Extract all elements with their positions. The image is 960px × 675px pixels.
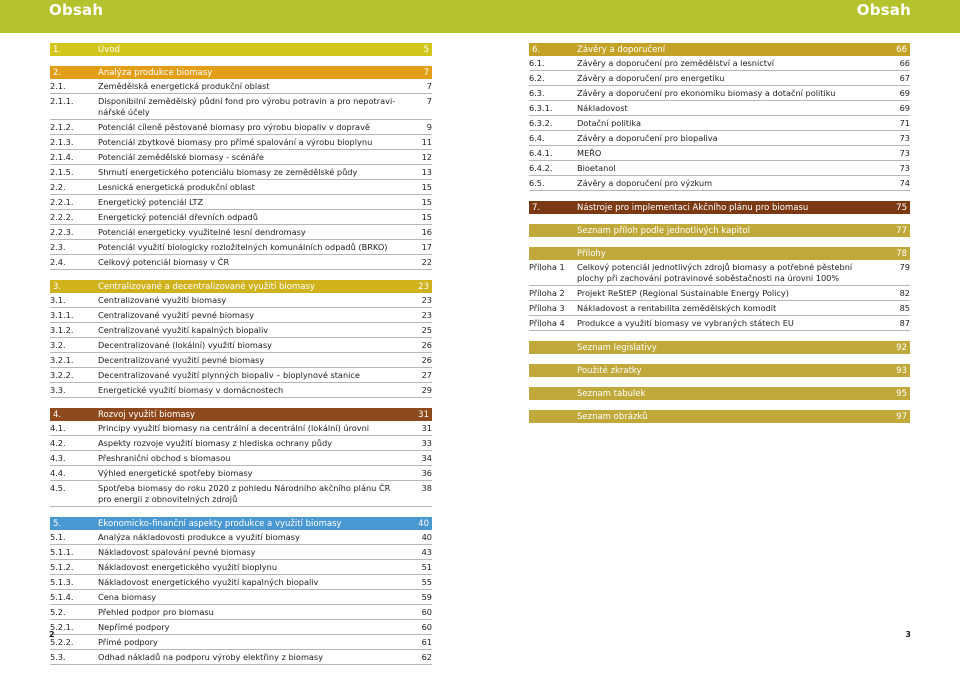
toc-section: [529, 341, 910, 354]
section-number: 2.: [53, 67, 62, 78]
row-page: 7: [426, 80, 432, 91]
toc-section: [529, 201, 910, 214]
row-title: Aspekty rozvoje využití biomasy z hlediska ochrany půdy: [98, 437, 332, 448]
row-title: Zemědělská energetická produkční oblast: [98, 80, 270, 91]
toc-section: [50, 517, 432, 665]
section-header[interactable]: [529, 201, 910, 214]
row-number: 5.1.3.: [50, 576, 74, 587]
toc-row[interactable]: [50, 560, 432, 575]
toc-row[interactable]: [50, 466, 432, 481]
row-number: Příloha 4: [529, 317, 565, 328]
toc-section: [50, 408, 432, 507]
row-number: 2.1.4.: [50, 151, 74, 162]
toc-row[interactable]: [50, 150, 432, 165]
row-page: 69: [899, 102, 910, 113]
toc-row[interactable]: [529, 260, 910, 286]
section-header[interactable]: [50, 408, 432, 421]
toc-row[interactable]: [529, 86, 910, 101]
toc-row[interactable]: [50, 293, 432, 308]
row-page: 74: [899, 177, 910, 188]
toc-row[interactable]: [50, 338, 432, 353]
row-title: Disponibilní zemědělský půdní fond pro výrobu potravin a pro nepotravi-nářské účely: [98, 95, 396, 117]
toc-row[interactable]: [50, 451, 432, 466]
row-number: 4.5.: [50, 482, 66, 493]
toc-row[interactable]: [529, 286, 910, 301]
section-title: Použité zkratky: [577, 365, 642, 376]
section-title: Nástroje pro implementaci Akčního plánu pro biomasu: [577, 202, 809, 213]
row-page: 9: [426, 121, 432, 132]
toc-row[interactable]: [529, 176, 910, 191]
toc-row[interactable]: [529, 131, 910, 146]
toc-right-column: [529, 43, 910, 433]
row-page: 43: [421, 546, 432, 557]
row-number: 4.4.: [50, 467, 66, 478]
toc-row[interactable]: [529, 71, 910, 86]
toc-row[interactable]: [50, 575, 432, 590]
row-title: Potenciál využití biologicky rozložitelných komunálních odpadů (BRKO): [98, 241, 388, 252]
row-title: Shrnutí energetického potenciálu biomasy ze zemědělské půdy: [98, 166, 358, 177]
row-title: Celkový potenciál biomasy v ČR: [98, 256, 230, 267]
row-number: 2.2.2.: [50, 211, 74, 222]
row-title: Nákladovost energetického využití kapalných biopaliv: [98, 576, 319, 587]
row-title: Decentralizované využití pevné biomasy: [98, 354, 265, 365]
row-title: Lesnická energetická produkční oblast: [98, 181, 255, 192]
row-page: 15: [421, 181, 432, 192]
row-title: Závěry a doporučení pro ekonomiku biomasy a dotační politiku: [577, 87, 836, 98]
row-page: 15: [421, 211, 432, 222]
row-number: 5.2.2.: [50, 636, 74, 647]
row-title: Závěry a doporučení pro biopaliva: [577, 132, 718, 143]
section-header[interactable]: [50, 517, 432, 530]
toc-row[interactable]: [529, 316, 910, 331]
toc-row[interactable]: [529, 161, 910, 176]
row-page: 71: [899, 117, 910, 128]
row-number: 2.1.3.: [50, 136, 74, 147]
row-title: Závěry a doporučení pro energetiku: [577, 72, 725, 83]
page-number-left: 2: [49, 630, 55, 639]
toc-row[interactable]: [50, 436, 432, 451]
row-number: 6.3.1.: [529, 102, 553, 113]
section-page: 23: [418, 281, 429, 292]
row-page: 15: [421, 196, 432, 207]
section-title: Závěry a doporučení: [577, 44, 666, 55]
row-page: 73: [899, 132, 910, 143]
section-title: Seznam legislativy: [577, 342, 657, 353]
toc-row[interactable]: [50, 421, 432, 436]
row-page: 13: [421, 166, 432, 177]
section-header[interactable]: [529, 387, 910, 400]
section-number: 6.: [532, 44, 541, 55]
row-number: 5.1.: [50, 531, 66, 542]
row-title: Principy využití biomasy na centrální a decentrální (lokální) úrovni: [98, 422, 370, 433]
row-number: 3.3.: [50, 384, 66, 395]
section-page: 5: [423, 44, 429, 55]
row-page: 25: [421, 324, 432, 335]
toc-row[interactable]: [50, 323, 432, 338]
row-title: Energetický potenciál LTZ: [98, 196, 204, 207]
row-title: Potenciál zemědělské biomasy - scénáře: [98, 151, 264, 162]
row-number: 6.1.: [529, 57, 545, 68]
row-title: Centralizované využití pevné biomasy: [98, 309, 255, 320]
toc-row[interactable]: [529, 146, 910, 161]
row-page: 79: [899, 261, 910, 272]
section-number: 4.: [53, 409, 62, 420]
section-number: 3.: [53, 281, 62, 292]
toc-row[interactable]: [50, 605, 432, 620]
toc-row[interactable]: [50, 255, 432, 270]
row-number: 5.3.: [50, 651, 66, 662]
row-page: 67: [899, 72, 910, 83]
row-page: 38: [421, 482, 432, 493]
toc-row[interactable]: [50, 135, 432, 150]
row-number: 5.2.: [50, 606, 66, 617]
toc-row[interactable]: [50, 545, 432, 560]
row-number: 3.2.: [50, 339, 66, 350]
section-page: 93: [896, 365, 907, 376]
row-page: 87: [899, 317, 910, 328]
section-title: Analýza produkce biomasy: [98, 67, 213, 78]
row-number: Příloha 1: [529, 261, 565, 272]
row-page: 61: [421, 636, 432, 647]
toc-row[interactable]: [50, 650, 432, 665]
section-page: 92: [896, 342, 907, 353]
section-title: Centralizované a decentralizované využití biomasy: [98, 281, 315, 292]
row-page: 22: [421, 256, 432, 267]
row-title: Energetický potenciál dřevních odpadů: [98, 211, 258, 222]
row-title: Cena biomasy: [98, 591, 157, 602]
section-number: 7.: [532, 202, 541, 213]
section-number: 1.: [53, 44, 62, 55]
row-page: 12: [421, 151, 432, 162]
header-title-right: Obsah: [856, 1, 911, 19]
row-page: 73: [899, 147, 910, 158]
row-page: 26: [421, 339, 432, 350]
section-title: Seznam tabulek: [577, 388, 646, 399]
row-number: 4.2.: [50, 437, 66, 448]
toc-section: [50, 43, 432, 56]
toc-row[interactable]: [529, 301, 910, 316]
section-page: 78: [896, 248, 907, 259]
row-page: 62: [421, 651, 432, 662]
section-header[interactable]: [529, 247, 910, 260]
toc-row[interactable]: [50, 94, 432, 120]
row-title: Závěry a doporučení pro zemědělství a lesnictví: [577, 57, 775, 68]
row-number: 2.3.: [50, 241, 66, 252]
row-title: Centralizované využití biomasy: [98, 294, 227, 305]
section-header[interactable]: [529, 410, 910, 423]
section-page: 31: [418, 409, 429, 420]
row-title: Přeshraniční obchod s biomasou: [98, 452, 231, 463]
row-page: 11: [421, 136, 432, 147]
toc-row[interactable]: [529, 101, 910, 116]
row-page: 27: [421, 369, 432, 380]
section-header[interactable]: [50, 280, 432, 293]
row-page: 36: [421, 467, 432, 478]
row-number: 6.3.2.: [529, 117, 553, 128]
row-title: Decentralizované využití plynných biopaliv – bioplynové stanice: [98, 369, 360, 380]
page-number-right: 3: [905, 630, 911, 639]
section-number: 5.: [53, 518, 62, 529]
toc-section: [529, 224, 910, 237]
section-title: Rozvoj využití biomasy: [98, 409, 196, 420]
row-number: 3.1.1.: [50, 309, 74, 320]
row-title: Výhled energetické spotřeby biomasy: [98, 467, 253, 478]
row-page: 85: [899, 302, 910, 313]
toc-row[interactable]: [50, 530, 432, 545]
toc-section: [529, 410, 910, 423]
row-title: Nákladovost: [577, 102, 628, 113]
row-page: 23: [421, 309, 432, 320]
row-title: Potenciál cíleně pěstované biomasy pro výrobu biopaliv v dopravě: [98, 121, 370, 132]
row-page: 23: [421, 294, 432, 305]
toc-row[interactable]: [50, 308, 432, 323]
row-title: Bioetanol: [577, 162, 616, 173]
row-number: 5.2.1.: [50, 621, 74, 632]
section-page: 75: [896, 202, 907, 213]
section-title: Seznam příloh podle jednotlivých kapitol: [577, 225, 750, 236]
toc-row[interactable]: [50, 210, 432, 225]
row-page: 31: [421, 422, 432, 433]
section-header[interactable]: [50, 66, 432, 79]
row-page: 26: [421, 354, 432, 365]
row-number: 2.2.3.: [50, 226, 74, 237]
toc-section: [529, 43, 910, 191]
toc-section: [529, 387, 910, 400]
section-header[interactable]: [529, 341, 910, 354]
row-title: Potenciál energeticky využitelné lesní dendromasy: [98, 226, 306, 237]
row-number: 6.4.2.: [529, 162, 553, 173]
toc-row[interactable]: [50, 481, 432, 507]
row-title: Celkový potenciál jednotlivých zdrojů biomasy a potřebné pěstební plochy při zachování potravinové soběstačnosti na úrovni 100%: [577, 261, 853, 283]
section-title: Přílohy: [577, 248, 606, 259]
row-title: Produkce a využití biomasy ve vybraných státech EU: [577, 317, 794, 328]
row-title: Projekt ReStEP (Regional Sustainable Energy Policy): [577, 287, 789, 298]
toc-row[interactable]: [50, 353, 432, 368]
row-page: 29: [421, 384, 432, 395]
toc-row[interactable]: [50, 590, 432, 605]
toc-section: [50, 280, 432, 398]
row-number: 5.1.1.: [50, 546, 74, 557]
row-title: MEŘO: [577, 147, 602, 158]
row-title: Potenciál zbytkové biomasy pro přímé spalování a výrobu bioplynu: [98, 136, 373, 147]
row-title: Přehled podpor pro biomasu: [98, 606, 214, 617]
row-page: 66: [899, 57, 910, 68]
section-page: 97: [896, 411, 907, 422]
row-number: 5.1.2.: [50, 561, 74, 572]
section-page: 95: [896, 388, 907, 399]
row-page: 82: [899, 287, 910, 298]
section-header[interactable]: [529, 224, 910, 237]
row-page: 34: [421, 452, 432, 463]
row-page: 33: [421, 437, 432, 448]
row-number: 4.3.: [50, 452, 66, 463]
row-page: 40: [421, 531, 432, 542]
row-page: 59: [421, 591, 432, 602]
section-page: 7: [423, 67, 429, 78]
row-number: 2.1.1.: [50, 95, 74, 106]
section-page: 40: [418, 518, 429, 529]
row-number: 2.1.2.: [50, 121, 74, 132]
row-number: 2.1.5.: [50, 166, 74, 177]
row-number: 2.4.: [50, 256, 66, 267]
toc-section: [529, 247, 910, 331]
row-page: 7: [426, 95, 432, 106]
toc-row[interactable]: [50, 195, 432, 210]
toc-row[interactable]: [50, 79, 432, 94]
row-title: Spotřeba biomasy do roku 2020 z pohledu Národního akčního plánu ČR pro energii z obnovitelných zdrojů: [98, 482, 391, 504]
toc-row[interactable]: [529, 56, 910, 71]
top-banner: [0, 0, 960, 33]
row-number: 2.1.: [50, 80, 66, 91]
toc-section: [50, 66, 432, 270]
section-header[interactable]: [50, 43, 432, 56]
section-page: 77: [896, 225, 907, 236]
row-page: 73: [899, 162, 910, 173]
row-page: 55: [421, 576, 432, 587]
row-number: 3.2.1.: [50, 354, 74, 365]
section-title: Úvod: [98, 44, 120, 55]
row-title: Přímé podpory: [98, 636, 158, 647]
toc-row[interactable]: [529, 116, 910, 131]
row-title: Energetické využití biomasy v domácnostech: [98, 384, 284, 395]
row-number: 6.2.: [529, 72, 545, 83]
section-title: Seznam obrázků: [577, 411, 648, 422]
row-number: 5.1.4.: [50, 591, 74, 602]
row-page: 17: [421, 241, 432, 252]
row-page: 60: [421, 606, 432, 617]
section-title: Ekonomicko-finanční aspekty produkce a využití biomasy: [98, 518, 342, 529]
toc-section: [529, 364, 910, 377]
row-number: 6.4.1.: [529, 147, 553, 158]
row-number: 3.1.: [50, 294, 66, 305]
row-title: Centralizované využití kapalných biopaliv: [98, 324, 269, 335]
row-title: Nákladovost spalování pevné biomasy: [98, 546, 256, 557]
row-page: 16: [421, 226, 432, 237]
section-header[interactable]: [529, 364, 910, 377]
row-page: 69: [899, 87, 910, 98]
row-number: 2.2.1.: [50, 196, 74, 207]
toc-row[interactable]: [50, 240, 432, 255]
section-header[interactable]: [529, 43, 910, 56]
row-page: 51: [421, 561, 432, 572]
toc-row[interactable]: [50, 635, 432, 650]
row-title: Nákladovost energetického využití bioplynu: [98, 561, 278, 572]
row-title: Decentralizované (lokální) využití biomasy: [98, 339, 272, 350]
row-number: 2.2.: [50, 181, 66, 192]
row-title: Nákladovost a rentabilita zemědělských komodit: [577, 302, 777, 313]
row-title: Nepřímé podpory: [98, 621, 170, 632]
toc-row[interactable]: [50, 368, 432, 383]
row-number: Příloha 3: [529, 302, 565, 313]
row-title: Závěry a doporučení pro výzkum: [577, 177, 713, 188]
toc-row[interactable]: [50, 180, 432, 195]
row-title: Analýza nákladovosti produkce a využití biomasy: [98, 531, 300, 542]
row-number: 6.5.: [529, 177, 545, 188]
row-number: 4.1.: [50, 422, 66, 433]
toc-row[interactable]: [50, 620, 432, 635]
row-title: Dotační politika: [577, 117, 641, 128]
row-number: 3.2.2.: [50, 369, 74, 380]
toc-row[interactable]: [50, 120, 432, 135]
row-number: 6.4.: [529, 132, 545, 143]
toc-row[interactable]: [50, 165, 432, 180]
row-number: 6.3.: [529, 87, 545, 98]
row-title: Odhad nákladů na podporu výroby elektřiny z biomasy: [98, 651, 324, 662]
row-page: 60: [421, 621, 432, 632]
header-title-left: Obsah: [49, 1, 104, 19]
section-page: 66: [896, 44, 907, 55]
toc-row[interactable]: [50, 383, 432, 398]
toc-row[interactable]: [50, 225, 432, 240]
row-number: 3.1.2.: [50, 324, 74, 335]
toc-left-column: [50, 43, 432, 675]
row-number: Příloha 2: [529, 287, 565, 298]
